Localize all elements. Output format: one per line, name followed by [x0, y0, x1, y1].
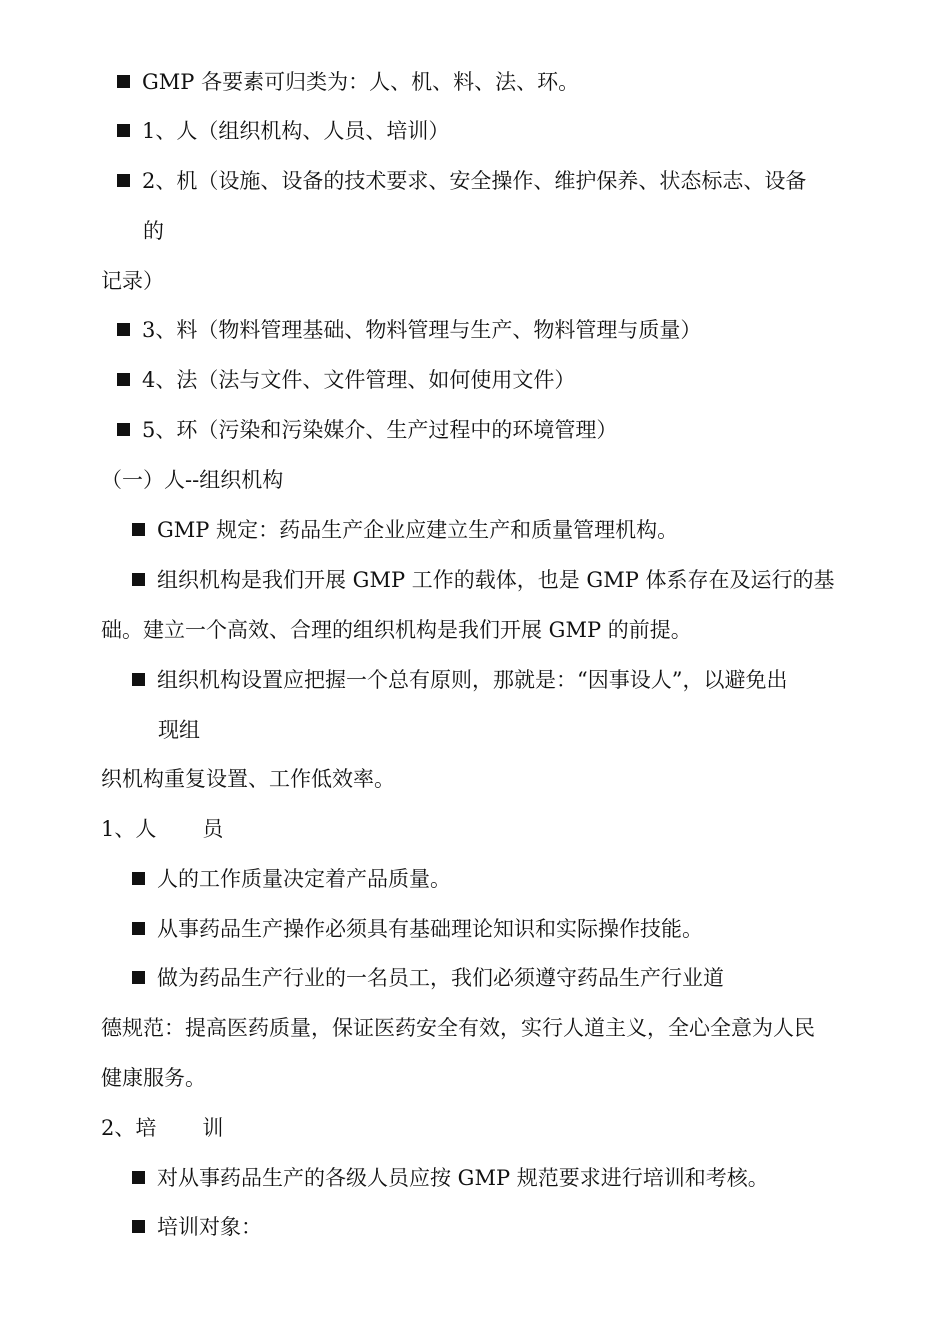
square-bullet-icon — [132, 1171, 145, 1184]
bullet-line-machine — [117, 167, 806, 195]
line-text: 组织机构是我们开展 GMP 工作的载体，也是 GMP 体系存在及运行的基 — [157, 568, 835, 592]
bullet-line-environment — [117, 416, 617, 444]
line-text: 从事药品生产操作必须具有基础理论知识和实际操作技能。 — [157, 917, 703, 941]
line-text: 培训对象： — [157, 1215, 262, 1239]
line-continuation — [101, 267, 164, 295]
subheading-personnel — [101, 815, 223, 843]
square-bullet-icon — [117, 124, 130, 137]
square-bullet-icon — [132, 573, 145, 586]
bullet-line-material — [117, 316, 701, 344]
subheading-training — [101, 1114, 223, 1142]
line-continuation — [143, 217, 164, 245]
line-text: 4、法（法与文件、文件管理、如何使用文件） — [142, 368, 576, 392]
line-continuation — [101, 1014, 815, 1042]
bullet-line-organization — [132, 566, 835, 594]
line-text: 础。建立一个高效、合理的组织机构是我们开展 GMP 的前提。 — [101, 618, 692, 642]
square-bullet-icon — [117, 373, 130, 386]
square-bullet-icon — [132, 872, 145, 885]
line-text: 组织机构设置应把握一个总有原则，那就是：“因事设人”，以避免出 — [157, 668, 788, 692]
line-continuation — [101, 1064, 206, 1092]
square-bullet-icon — [132, 1220, 145, 1233]
heading-prefix: 1、人 — [101, 817, 157, 841]
square-bullet-icon — [132, 922, 145, 935]
line-text: （一）人--组织机构 — [101, 468, 284, 492]
line-continuation — [101, 765, 395, 793]
line-text: 记录） — [101, 269, 164, 293]
line-text: 人的工作质量决定着产品质量。 — [157, 867, 451, 891]
square-bullet-icon — [132, 673, 145, 686]
square-bullet-icon — [132, 523, 145, 536]
heading-prefix: 2、培 — [101, 1116, 157, 1140]
line-text: 织机构重复设置、工作低效率。 — [101, 767, 395, 791]
line-text: 的 — [143, 219, 164, 243]
line-text: 2、机（设施、设备的技术要求、安全操作、维护保养、状态标志、设备 — [142, 169, 807, 193]
bullet-line-people — [117, 117, 449, 145]
bullet-line-training-target — [132, 1213, 262, 1241]
line-text: 对从事药品生产的各级人员应按 GMP 规范要求进行培训和考核。 — [157, 1166, 769, 1190]
bullet-line-gmp-rule — [132, 516, 678, 544]
bullet-line-method — [117, 366, 575, 394]
line-text: 现组 — [158, 718, 200, 742]
bullet-line-gmp-elements — [117, 68, 579, 96]
heading-suffix: 员 — [202, 817, 224, 841]
bullet-line-skills — [132, 915, 703, 943]
line-text: GMP 规定：药品生产企业应建立生产和质量管理机构。 — [157, 518, 679, 542]
heading-suffix: 训 — [202, 1116, 224, 1140]
bullet-line-training-requirement — [132, 1164, 769, 1192]
section-heading — [101, 466, 283, 494]
line-continuation — [101, 616, 692, 644]
line-text: GMP 各要素可归类为：人、机、料、法、环。 — [142, 70, 580, 94]
line-text: 5、环（污染和污染媒介、生产过程中的环境管理） — [142, 418, 618, 442]
line-text: 3、料（物料管理基础、物料管理与生产、物料管理与质量） — [142, 318, 702, 342]
square-bullet-icon — [117, 423, 130, 436]
line-text: 1、人（组织机构、人员、培训） — [142, 119, 450, 143]
line-continuation — [158, 716, 200, 744]
bullet-line-principle — [132, 666, 787, 694]
bullet-line-ethics — [132, 964, 724, 992]
line-text: 德规范：提高医药质量，保证医药安全有效，实行人道主义，全心全意为人民 — [101, 1016, 815, 1040]
line-text: 健康服务。 — [101, 1066, 206, 1090]
square-bullet-icon — [132, 971, 145, 984]
bullet-line-work-quality — [132, 865, 451, 893]
square-bullet-icon — [117, 174, 130, 187]
line-text: 做为药品生产行业的一名员工，我们必须遵守药品生产行业道 — [157, 966, 724, 990]
square-bullet-icon — [117, 75, 130, 88]
square-bullet-icon — [117, 323, 130, 336]
